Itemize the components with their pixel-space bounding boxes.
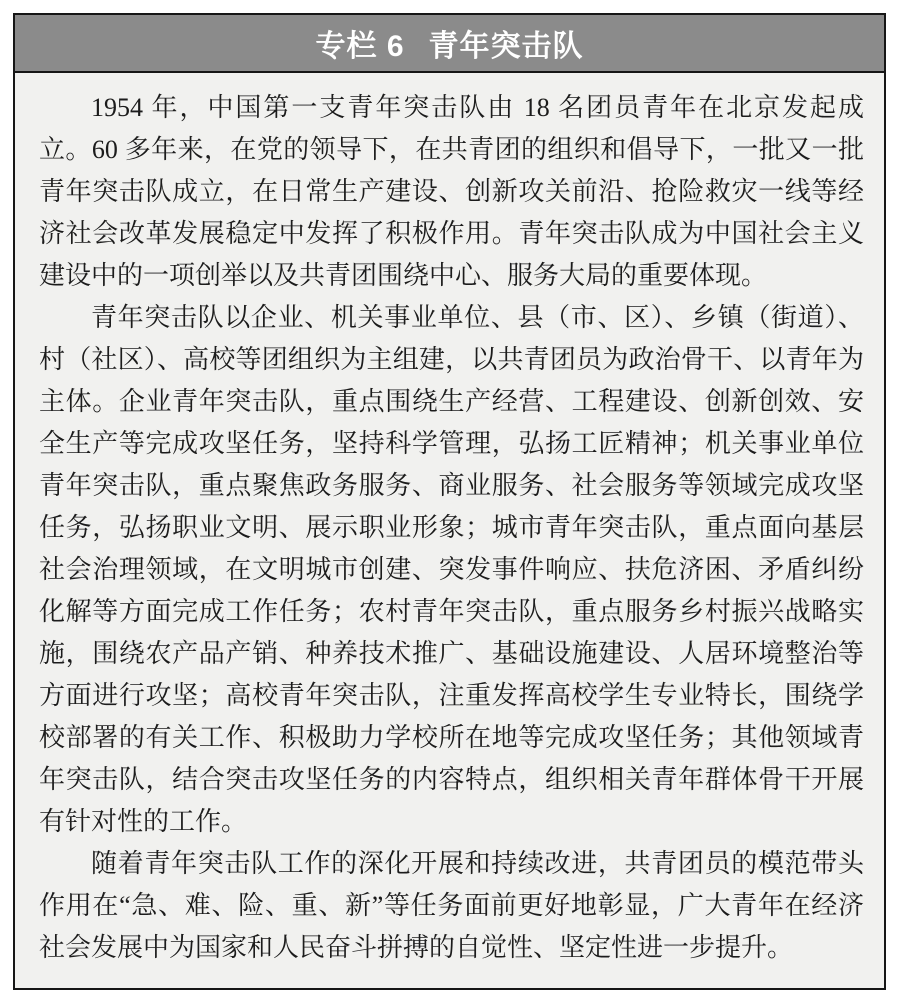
column-label: 专栏 6	[315, 30, 405, 63]
column-title: 青年突击队	[428, 30, 584, 63]
column-body	[15, 73, 884, 969]
paragraph-outlook: 随着青年突击队工作的深化开展和持续改进，共青团员的模范带头作用在“急、难、险、重、新”等任务面前更好地彰显，广大青年在经济社会发展中为国家和人民奋斗拼搏的自觉性、坚定性进一步提升。	[39, 849, 864, 962]
column-header	[15, 15, 884, 73]
paragraph-history: 1954 年，中国第一支青年突击队由 18 名团员青年在北京发起成立。60 多年来，在党的领导下，在共青团的组织和倡导下，一批又一批青年突击队成立，在日常生产建设、创新攻关前沿、抢险救灾一线等经济社会改革发展稳定中发挥了积极作用。青年突击队成为中国社会主义建设中的一项创举以及共青团围绕中心、服务大局的重要体现。	[39, 93, 864, 290]
paragraph-organization: 青年突击队以企业、机关事业单位、县（市、区）、乡镇（街道）、村（社区）、高校等团组织为主组建，以共青团员为政治骨干、以青年为主体。企业青年突击队，重点围绕生产经营、工程建设、创新创效、安全生产等完成攻坚任务，坚持科学管理，弘扬工匠精神；机关事业单位青年突击队，重点聚焦政务服务、商业服务、社会服务等领域完成攻坚任务，弘扬职业文明、展示职业形象；城市青年突击队，重点面向基层社会治理领域，在文明城市创建、突发事件响应、扶危济困、矛盾纠纷化解等方面完成工作任务；农村青年突击队，重点服务乡村振兴战略实施，围绕农产品产销、种养技术推广、基础设施建设、人居环境整治等方面进行攻坚；高校青年突击队，注重发挥高校学生专业特长，围绕学校部署的有关工作、积极助力学校所在地等完成攻坚任务；其他领域青年突击队，结合突击攻坚任务的内容特点，组织相关青年群体骨干开展有针对性的工作。	[39, 303, 864, 836]
column-box	[13, 13, 886, 990]
